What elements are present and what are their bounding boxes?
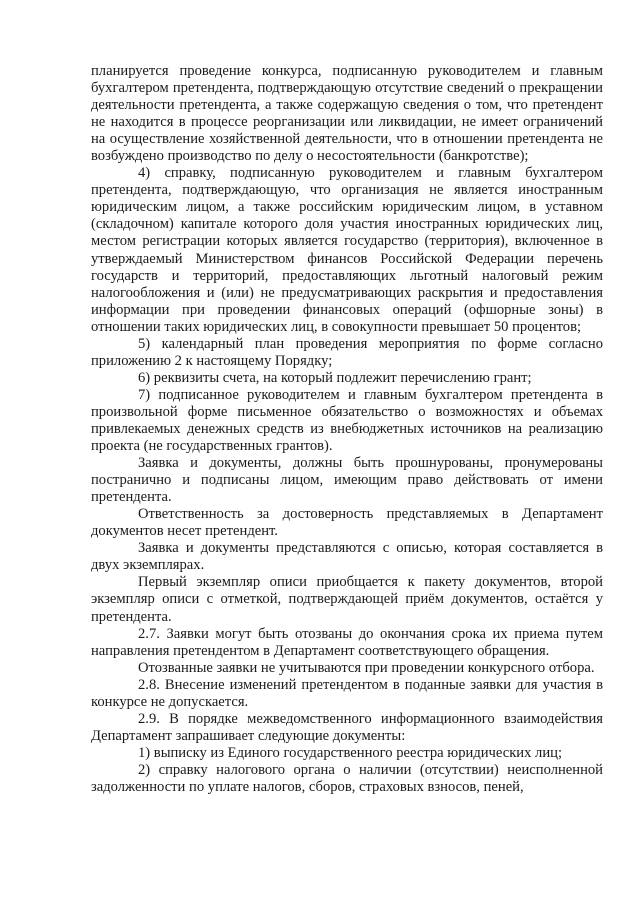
paragraph-inventory-copies: Первый экземпляр описи приобщается к пакету документов, второй экземпляр описи с отметкой, подтверждающей приём документов, остаётся у претендента. <box>91 574 603 625</box>
paragraph-inventory: Заявка и документы представляются с описью, которая составляется в двух экземплярах. <box>91 540 603 574</box>
paragraph-item-5-calendar-plan: 5) календарный план проведения мероприятия по форме согласно приложению 2 к настоящему Порядку; <box>91 335 603 369</box>
paragraph-section-2-8: 2.8. Внесение изменений претендентом в поданные заявки для участия в конкурсе не допускается. <box>91 676 603 710</box>
paragraph-item-6-account-details: 6) реквизиты счета, на который подлежит перечислению грант; <box>138 369 532 386</box>
paragraph-item-4-foreign-entity: 4) справку, подписанную руководителем и главным бухгалтером претендента, подтверждающую, что организация не является иностранным юридическим лицом, а также российским юридическим лицом, в уставном (складочном) капитале которого доля участия иностранных юридических лиц, местом регистрации которых является государство (территория), включенное в утверждаемый Министерством финансов Российской Федерации перечень государств и территорий, предоставляющих льготный налоговый режим налогообложения и (или) не предусматривающих раскрытия и предоставления информации при проведении финансовых операций (офшорные зоны) в отношении таких юридических лиц, в совокупности превышает 50 процентов; <box>91 165 603 335</box>
paragraph-item-1-registry-extract: 1) выписку из Единого государственного реестра юридических лиц; <box>138 744 563 761</box>
paragraph-binding-requirements: Заявка и документы, должны быть прошнурованы, пронумерованы постранично и подписаны лицом, имеющим право действовать от имени претендента. <box>91 455 603 506</box>
paragraph-section-2-7: 2.7. Заявки могут быть отозваны до окончания срока их приема путем направления претендентом в Департамент соответствующего обращения. <box>91 625 603 659</box>
paragraph-item-7-obligation: 7) подписанное руководителем и главным бухгалтером претендента в произвольной форме письменное обязательство о возможностях и объемах привлекаемых денежных средств из внебюджетных источников на реализацию проекта (не государственных грантов). <box>91 386 603 455</box>
paragraph-continuation-bankruptcy: планируется проведение конкурса, подписанную руководителем и главным бухгалтером претендента, подтверждающую отсутствие сведений о прекращении деятельности претендента, а также содержащую сведения о том, что претендент не находится в процессе реорганизации или ликвидации, не имеет ограничений на осуществление хозяйственной деятельности, что в отношении претендента не возбуждено производство по делу о несостоятельности (банкротстве); <box>91 63 603 165</box>
paragraph-item-2-tax-certificate: 2) справку налогового органа о наличии (отсутствии) неисполненной задолженности по уплате налогов, сборов, страховых взносов, пеней, <box>91 761 603 795</box>
paragraph-withdrawn-applications: Отозванные заявки не учитываются при проведении конкурсного отбора. <box>138 659 595 676</box>
paragraph-section-2-9: 2.9. В порядке межведомственного информационного взаимодействия Департамент запрашивает следующие документы: <box>91 710 603 744</box>
paragraph-responsibility: Ответственность за достоверность представляемых в Департамент документов несет претендент. <box>91 506 603 540</box>
document-body <box>91 63 603 796</box>
